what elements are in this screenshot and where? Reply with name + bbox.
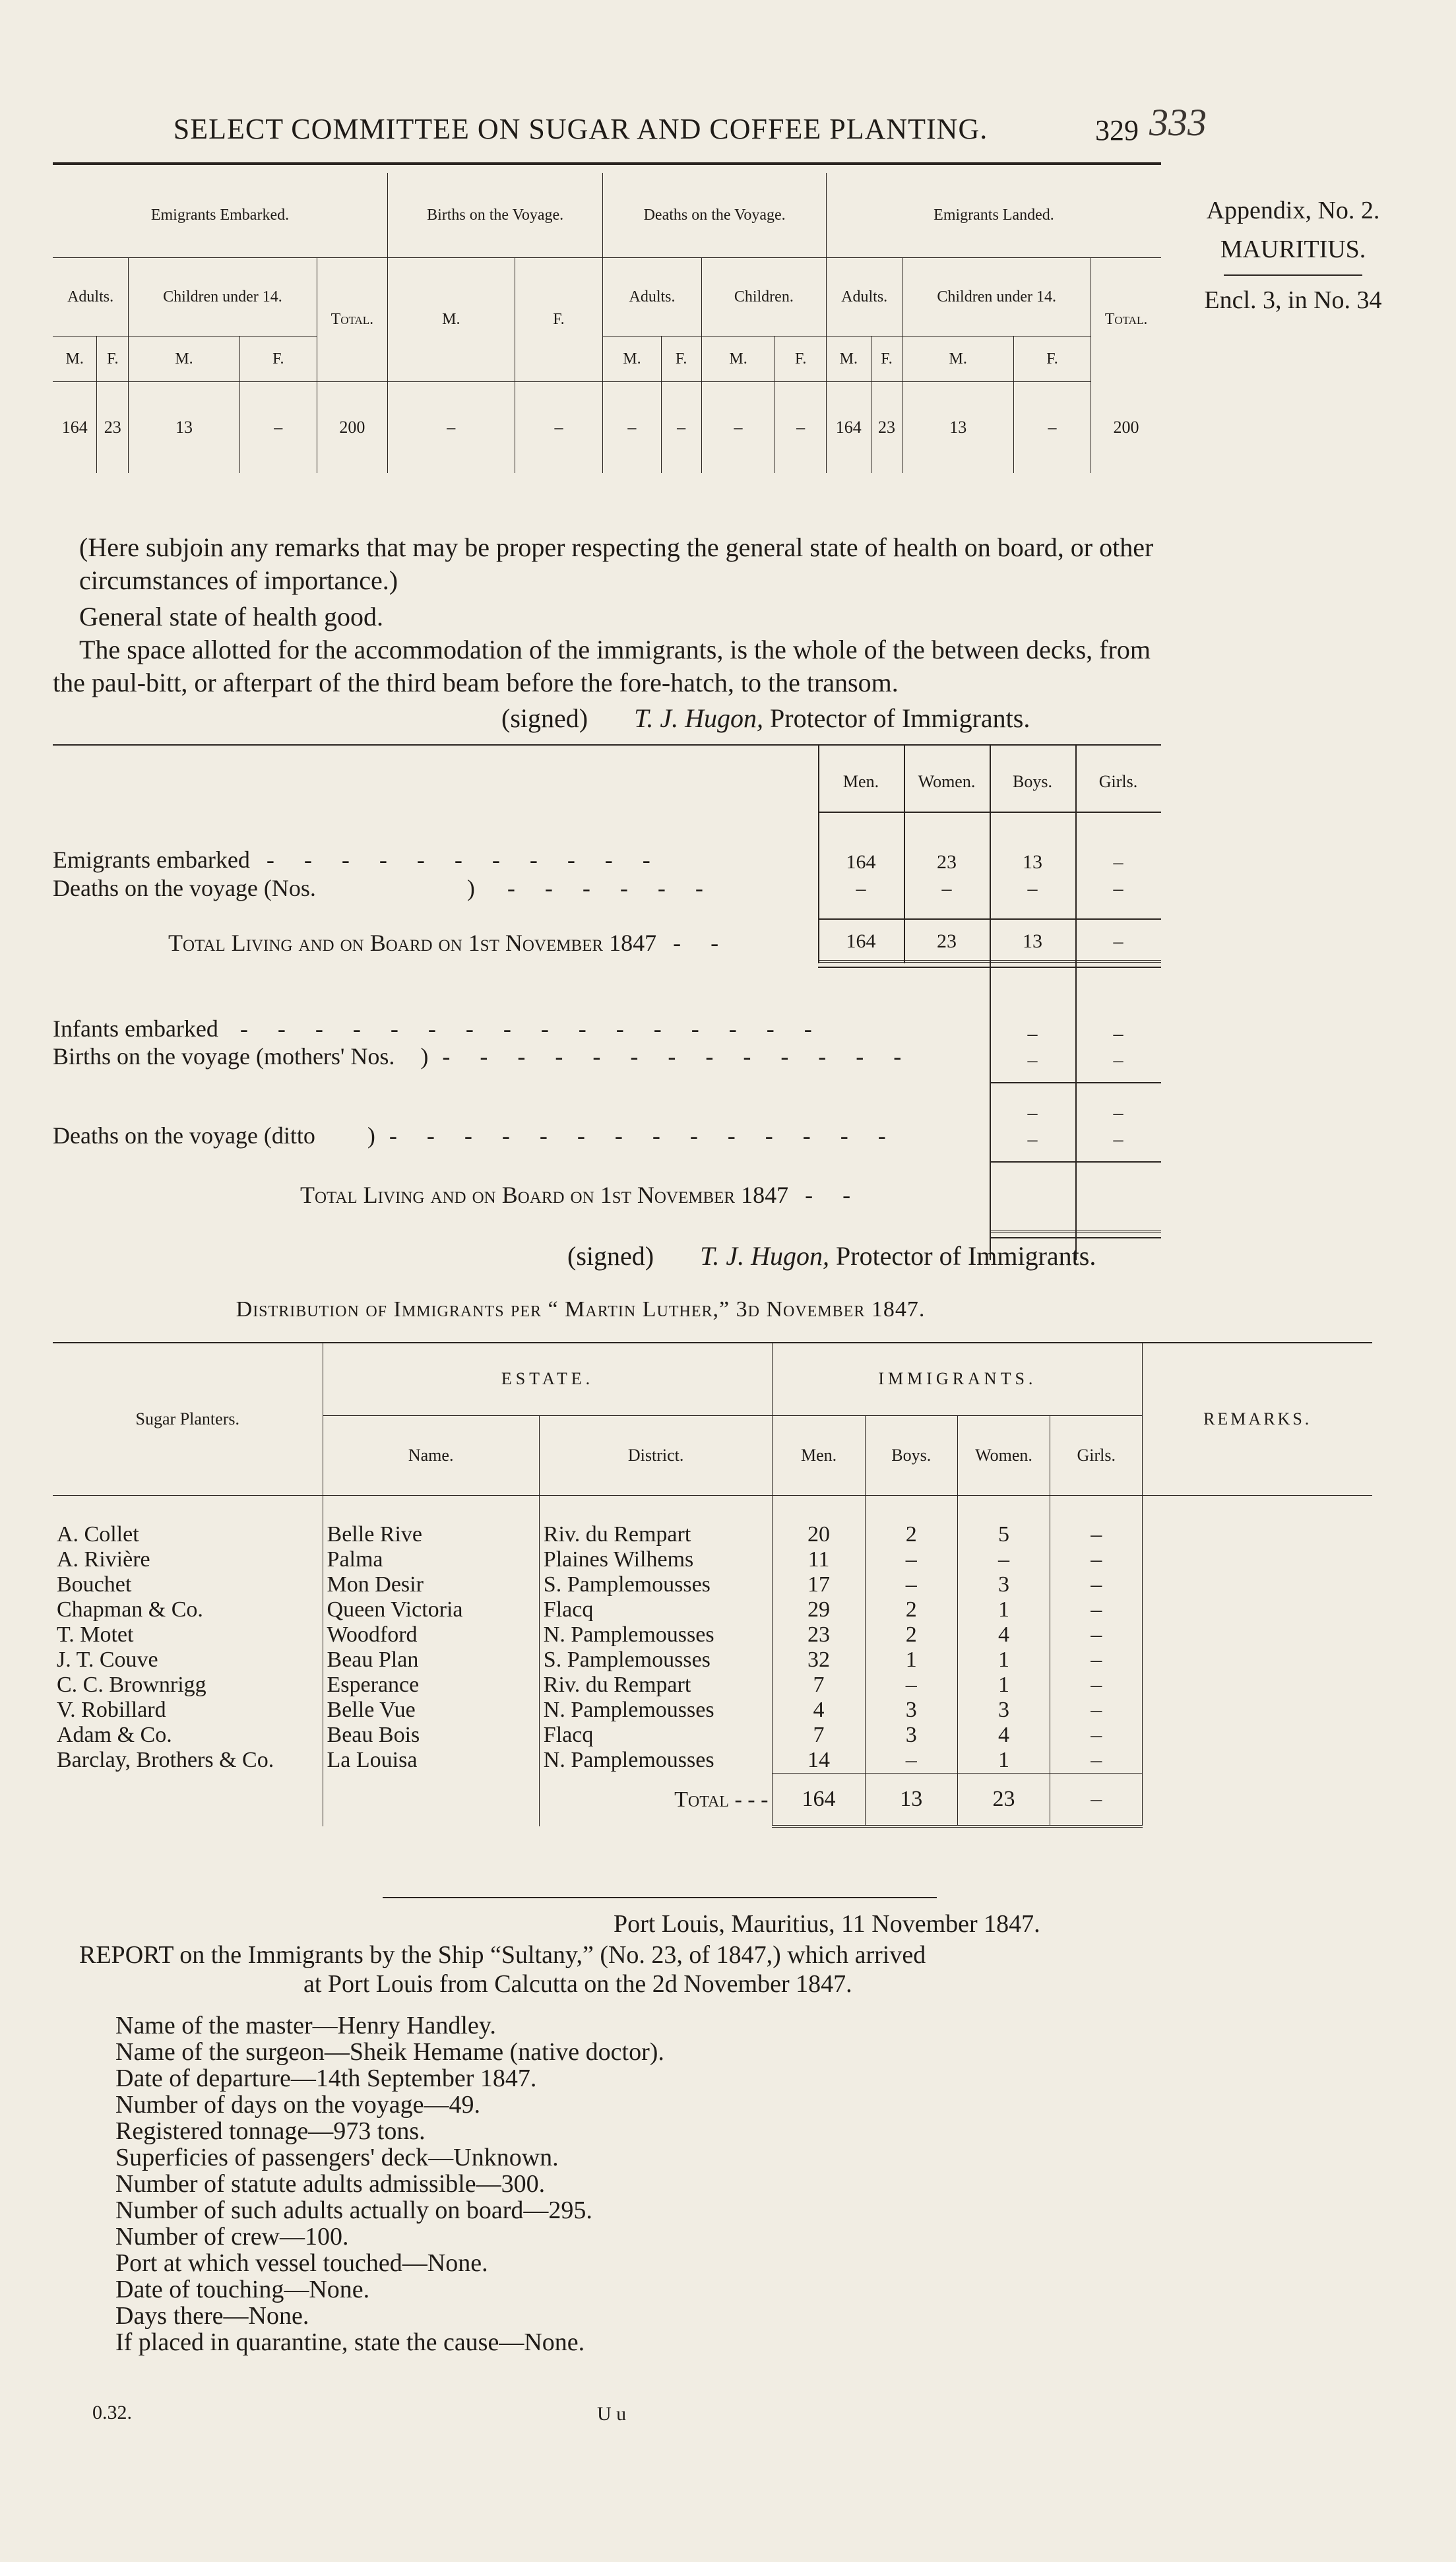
- table-row: [53, 1748, 1372, 1774]
- signer-role: Protector of Immigrants.: [770, 703, 1030, 733]
- distribution-table: [53, 1343, 1372, 1828]
- header-f: F.: [661, 336, 701, 382]
- row-label: Emigrants embarked: [53, 847, 250, 873]
- cell-value: –: [701, 382, 775, 474]
- list-item: Number of such adults actually on board—295.: [115, 2196, 592, 2224]
- table-row: [53, 1572, 1372, 1597]
- row-deaths-voyage: Deaths on the voyage (Nos. ) - - - - - -: [53, 875, 715, 901]
- row-label-close: ): [367, 1122, 375, 1149]
- dash: –: [1113, 1023, 1124, 1044]
- planter-name: T. Motet: [57, 1622, 134, 1647]
- estate-name: Esperance: [323, 1673, 539, 1698]
- row-total-living: Total Living and on Board on 1st November 1847 - -: [168, 930, 731, 956]
- planter-name: J. T. Couve: [57, 1648, 158, 1672]
- row-births-voyage: Births on the voyage (mothers' Nos. ) - - - - - - - - - - - - -: [53, 1043, 914, 1070]
- district-name: S. Pamplemousses: [539, 1572, 773, 1597]
- total-men: 164: [773, 1774, 865, 1826]
- appendix-colony: MAURITIUS.: [1220, 235, 1366, 263]
- women-count: 3: [957, 1698, 1050, 1723]
- report-heading-2: [303, 1969, 852, 1999]
- total-boys: 13: [865, 1774, 957, 1826]
- signed-label: (signed): [501, 703, 588, 733]
- embarked-girls: –: [1113, 851, 1124, 873]
- row-label-close: ): [466, 875, 475, 901]
- page-number: 329: [1095, 114, 1139, 146]
- col-girls: Girls.: [1098, 772, 1138, 791]
- table-row: [53, 1648, 1372, 1673]
- signer-name: T. J. Hugon,: [700, 1241, 829, 1271]
- row-label: Deaths on the voyage (ditto: [53, 1122, 315, 1149]
- header-landed-adults: Adults.: [826, 258, 902, 336]
- col-district: District.: [539, 1416, 773, 1496]
- header-deaths: Deaths on the Voyage.: [603, 173, 827, 258]
- planter-name: Bouchet: [57, 1572, 132, 1597]
- dash: –: [1027, 1128, 1038, 1150]
- table-row: [53, 1698, 1372, 1723]
- total-women: 23: [957, 1774, 1050, 1826]
- footer-signature-mark: U u: [597, 2403, 627, 2425]
- list-item: Superficies of passengers' deck—Unknown.: [115, 2144, 559, 2171]
- signer-role: Protector of Immigrants.: [836, 1241, 1096, 1271]
- cell-value: 200: [1113, 417, 1139, 437]
- header-m: M.: [826, 336, 871, 382]
- boys-count: 2: [865, 1522, 957, 1547]
- list-item: Number of crew—100.: [115, 2223, 349, 2251]
- girls-count: –: [1050, 1622, 1143, 1648]
- header-f: F.: [871, 336, 902, 382]
- report-heading-text: REPORT on the Immigrants by the Ship “Sultany,” (No. 23, of 1847,) which arrived: [79, 1941, 926, 1969]
- women-count: 5: [957, 1522, 1050, 1547]
- district-name: N. Pamplemousses: [539, 1698, 773, 1723]
- girls-count: –: [1050, 1698, 1143, 1723]
- embarked-women: 23: [937, 851, 957, 873]
- header-m: M.: [603, 336, 661, 382]
- cell-value: –: [515, 382, 603, 474]
- row-infants-embarked: Infants embarked - - - - - - - - - - - - - - - -: [53, 1015, 824, 1042]
- signature-line-1: [501, 703, 1030, 734]
- col-remarks: REMARKS.: [1143, 1343, 1372, 1496]
- deaths-women: –: [941, 878, 952, 899]
- women-count: 1: [957, 1597, 1050, 1622]
- deaths-boys: –: [1027, 878, 1038, 899]
- signer-name: T. J. Hugon,: [634, 703, 763, 733]
- health-statement: General state of health good.: [79, 602, 383, 631]
- women-count: 1: [957, 1673, 1050, 1698]
- table-row: [53, 1547, 1372, 1572]
- men-count: 14: [773, 1748, 865, 1774]
- dash: –: [1027, 1102, 1038, 1124]
- boys-count: –: [865, 1748, 957, 1774]
- row-label: Deaths on the voyage (Nos.: [53, 875, 316, 901]
- appendix-enclosure: Encl. 3, in No. 34: [1204, 286, 1382, 314]
- remarks-instruction-text: (Here subjoin any remarks that may be proper respecting the general state of health on board, or other circumstances of importance.): [79, 532, 1154, 595]
- header-rule: [53, 162, 1161, 165]
- cell-value: –: [775, 382, 827, 474]
- col-estate-name: Name.: [323, 1416, 539, 1496]
- report-details-list: [115, 2012, 664, 2355]
- list-item: Days there—None.: [115, 2302, 309, 2330]
- header-births-f: F.: [515, 258, 603, 382]
- total-girls: –: [1050, 1774, 1143, 1826]
- page-header-title: SELECT COMMITTEE ON SUGAR AND COFFEE PLANTING.: [173, 113, 988, 145]
- row-emigrants-embarked: Emigrants embarked - - - - - - - - - - -: [53, 847, 662, 873]
- table-row: [53, 1673, 1372, 1698]
- dash: –: [1113, 1102, 1124, 1124]
- planter-name: A. Collet: [57, 1522, 139, 1547]
- women-count: –: [957, 1547, 1050, 1572]
- planter-name: V. Robillard: [57, 1698, 166, 1722]
- report-place-date: Port Louis, Mauritius, 11 November 1847.: [614, 1910, 1040, 1938]
- total-label-text: Total: [674, 1787, 729, 1812]
- boys-count: 2: [865, 1597, 957, 1622]
- district-name: Riv. du Rempart: [539, 1673, 773, 1698]
- header-deaths-children: Children.: [701, 258, 826, 336]
- header-deaths-adults: Adults.: [603, 258, 701, 336]
- summary-grid: [818, 746, 1161, 1260]
- table-row: [53, 1522, 1372, 1547]
- cell-value: 13: [902, 382, 1014, 474]
- distribution-title: [0, 1297, 1161, 1322]
- men-count: 32: [773, 1648, 865, 1673]
- total-label: Total - - -: [539, 1774, 773, 1826]
- totals-row: [53, 1774, 1372, 1826]
- boys-count: 3: [865, 1723, 957, 1748]
- district-name: N. Pamplemousses: [539, 1622, 773, 1648]
- col-women: Women.: [918, 772, 976, 791]
- girls-count: –: [1050, 1597, 1143, 1622]
- girls-count: –: [1050, 1748, 1143, 1774]
- col-boys: Boys.: [1013, 772, 1052, 791]
- cell-value: 23: [97, 382, 129, 474]
- header-landed-children: Children under 14.: [902, 258, 1091, 336]
- boys-count: –: [865, 1673, 957, 1698]
- estate-name: Belle Rive: [323, 1522, 539, 1547]
- list-item: If placed in quarantine, state the cause—None.: [115, 2328, 585, 2356]
- header-f: F.: [1014, 336, 1091, 382]
- boys-count: 3: [865, 1698, 957, 1723]
- list-item: Name of the surgeon—Sheik Hemame (native doctor).: [115, 2038, 664, 2066]
- district-name: Plaines Wilhems: [539, 1547, 773, 1572]
- row-label: Infants embarked: [53, 1015, 218, 1042]
- boys-count: 2: [865, 1622, 957, 1648]
- row-label: Total Living and on Board on 1st November 1847: [168, 930, 657, 956]
- planter-name: Barclay, Brothers & Co.: [57, 1748, 274, 1773]
- district-name: N. Pamplemousses: [539, 1748, 773, 1774]
- cell-value: –: [239, 382, 317, 474]
- total-men: 164: [846, 930, 876, 952]
- cell-value: 164: [826, 382, 871, 474]
- deaths-men: –: [856, 878, 866, 899]
- women-count: 1: [957, 1748, 1050, 1774]
- women-count: 4: [957, 1622, 1050, 1648]
- list-item: Registered tonnage—973 tons.: [115, 2117, 426, 2145]
- dash: –: [1113, 1049, 1124, 1071]
- men-count: 17: [773, 1572, 865, 1597]
- estate-name: Mon Desir: [323, 1572, 539, 1597]
- handwritten-folio: 333: [1149, 101, 1207, 144]
- total-girls: –: [1113, 930, 1124, 952]
- appendix-number: Appendix, No. 2.: [1206, 197, 1380, 224]
- estate-name: Queen Victoria: [323, 1597, 539, 1622]
- appendix-rule: [1224, 274, 1362, 276]
- header-births-m: M.: [387, 258, 515, 382]
- col-women: Women.: [957, 1416, 1050, 1496]
- men-count: 20: [773, 1522, 865, 1547]
- cell-value: 13: [129, 382, 240, 474]
- planter-name: Chapman & Co.: [57, 1597, 203, 1622]
- emigrants-summary-table: [53, 173, 1161, 473]
- cell-value: 23: [871, 382, 902, 474]
- report-heading-text: at Port Louis from Calcutta on the 2d November 1847.: [303, 1970, 852, 1998]
- header-m: M.: [129, 336, 240, 382]
- header-m: M.: [53, 336, 97, 382]
- col-girls: Girls.: [1050, 1416, 1143, 1496]
- appendix-marginal-note: [1161, 191, 1425, 320]
- remarks-instruction: [79, 531, 1161, 597]
- row-label-close: ): [420, 1043, 429, 1070]
- header-f: F.: [97, 336, 129, 382]
- list-item: Name of the master—Henry Handley.: [115, 2012, 496, 2039]
- header-children-under-14: Children under 14.: [129, 258, 317, 336]
- header-f: F.: [775, 336, 827, 382]
- report-rule: [383, 1897, 937, 1898]
- list-item: Number of statute adults admissible—300.: [115, 2170, 546, 2198]
- row-total-living-2: Total Living and on Board on 1st November 1847 - -: [300, 1182, 863, 1208]
- report-heading-1: [79, 1940, 926, 1970]
- distribution-title-text: Distribution of Immigrants per “ Martin Luther,” 3d November 1847.: [236, 1297, 926, 1322]
- women-count: 3: [957, 1572, 1050, 1597]
- table-row: [53, 1622, 1372, 1648]
- boys-count: –: [865, 1572, 957, 1597]
- dash: –: [1113, 1128, 1124, 1150]
- row-deaths-ditto: Deaths on the voyage (ditto ) - - - - - - - - - - - - - -: [53, 1122, 898, 1149]
- header-landed-total: Total.: [1104, 311, 1148, 329]
- total-boys: 13: [1023, 930, 1042, 952]
- list-item: Number of days on the voyage—49.: [115, 2091, 480, 2119]
- men-count: 23: [773, 1622, 865, 1648]
- signature-line-2: [567, 1240, 1096, 1271]
- col-sugar-planters: Sugar Planters.: [53, 1343, 323, 1496]
- estate-name: Beau Bois: [323, 1723, 539, 1748]
- list-item: Date of departure—14th September 1847.: [115, 2065, 537, 2092]
- signed-label: (signed): [567, 1241, 654, 1271]
- col-men: Men.: [773, 1416, 865, 1496]
- estate-name: Palma: [323, 1547, 539, 1572]
- col-men: Men.: [842, 772, 879, 791]
- estate-name: La Louisa: [323, 1748, 539, 1774]
- header-m: M.: [701, 336, 775, 382]
- table-row: [53, 1723, 1372, 1748]
- header-m: M.: [902, 336, 1014, 382]
- girls-count: –: [1050, 1648, 1143, 1673]
- cell-value: –: [603, 382, 661, 474]
- header-adults: Adults.: [53, 258, 129, 336]
- header-births: Births on the Voyage.: [387, 173, 602, 258]
- planter-name: A. Rivière: [57, 1547, 150, 1572]
- men-count: 29: [773, 1597, 865, 1622]
- cell-value: 164: [53, 382, 97, 474]
- girls-count: –: [1050, 1723, 1143, 1748]
- men-count: 4: [773, 1698, 865, 1723]
- row-label: Total Living and on Board on 1st November 1847: [300, 1182, 789, 1208]
- estate-name: Beau Plan: [323, 1648, 539, 1673]
- district-name: S. Pamplemousses: [539, 1648, 773, 1673]
- footer-sheet-number: 0.32.: [92, 2402, 132, 2423]
- planter-name: C. C. Brownrigg: [57, 1673, 206, 1697]
- district-name: Flacq: [539, 1723, 773, 1748]
- girls-count: –: [1050, 1547, 1143, 1572]
- col-estate: ESTATE.: [323, 1343, 773, 1416]
- header-emigrants-embarked: Emigrants Embarked.: [53, 173, 387, 258]
- district-name: Flacq: [539, 1597, 773, 1622]
- girls-count: –: [1050, 1572, 1143, 1597]
- women-count: 1: [957, 1648, 1050, 1673]
- cell-value: –: [1014, 382, 1091, 474]
- cell-value: 200: [317, 382, 387, 474]
- girls-count: –: [1050, 1522, 1143, 1547]
- men-count: 7: [773, 1723, 865, 1748]
- estate-name: Belle Vue: [323, 1698, 539, 1723]
- estate-name: Woodford: [323, 1622, 539, 1648]
- women-count: 4: [957, 1723, 1050, 1748]
- district-name: Riv. du Rempart: [539, 1522, 773, 1547]
- dash: –: [1027, 1023, 1038, 1044]
- boys-count: –: [865, 1547, 957, 1572]
- girls-count: –: [1050, 1673, 1143, 1698]
- boys-count: 1: [865, 1648, 957, 1673]
- list-item: Date of touching—None.: [115, 2276, 370, 2303]
- list-item: Port at which vessel touched—None.: [115, 2249, 488, 2277]
- planter-name: Adam & Co.: [57, 1723, 172, 1747]
- embarked-boys: 13: [1023, 851, 1042, 873]
- row-label: Births on the voyage (mothers' Nos.: [53, 1043, 395, 1070]
- space-statement: The space allotted for the accommodation of the immigrants, is the whole of the between decks, from the paul-bitt, or afterpart of the third beam before the fore-hatch, to the transom.: [53, 635, 1151, 697]
- men-count: 7: [773, 1673, 865, 1698]
- col-boys: Boys.: [865, 1416, 957, 1496]
- header-total: Total.: [317, 258, 387, 382]
- cell-value: –: [661, 382, 701, 474]
- header-f: F.: [239, 336, 317, 382]
- dash: –: [1027, 1049, 1038, 1071]
- total-women: 23: [937, 930, 957, 952]
- col-immigrants: IMMIGRANTS.: [773, 1343, 1143, 1416]
- deaths-girls: –: [1113, 878, 1124, 899]
- header-emigrants-landed: Emigrants Landed.: [826, 173, 1161, 258]
- cell-value: –: [387, 382, 515, 474]
- men-count: 11: [773, 1547, 865, 1572]
- table-row: [53, 1597, 1372, 1622]
- embarked-men: 164: [846, 851, 876, 873]
